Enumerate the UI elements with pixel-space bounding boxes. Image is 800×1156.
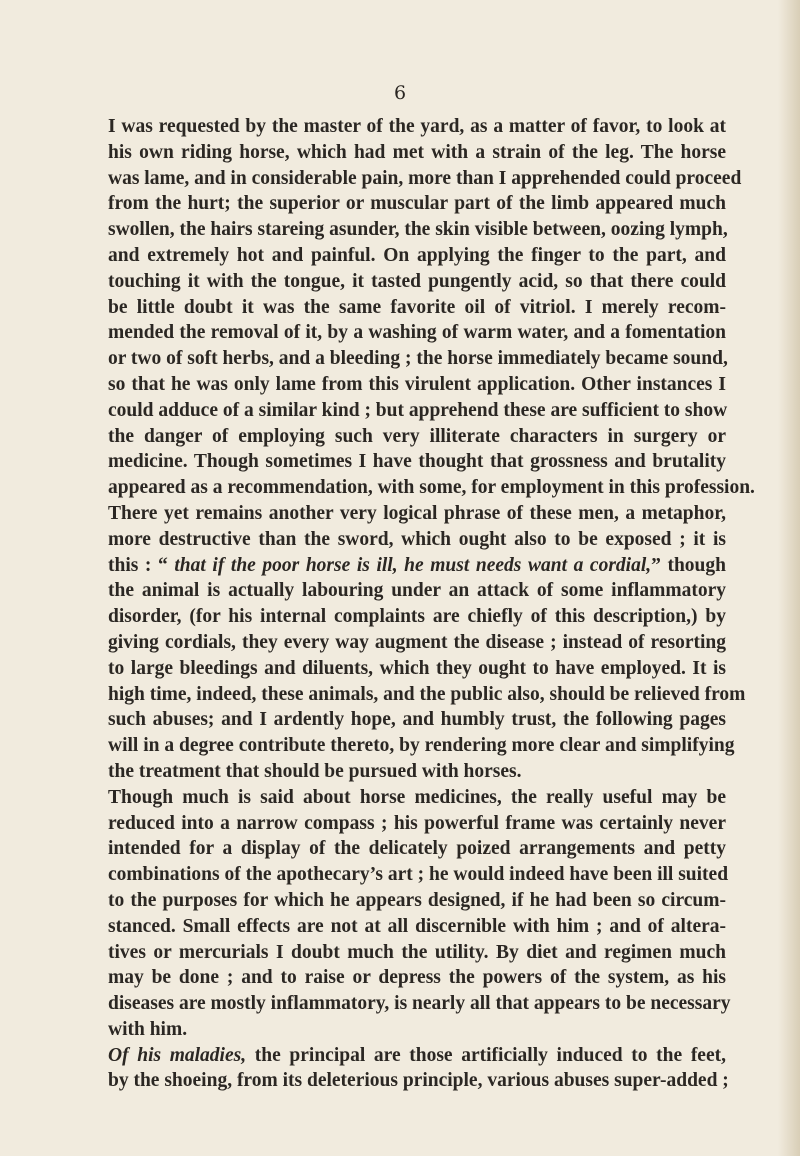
text-line	[108, 965, 726, 991]
text-segment: his own riding horse, which had met with a strain of the leg. The horse	[108, 141, 726, 163]
text-line	[108, 991, 731, 1017]
text-segment: the treatment that should be pursued with horses.	[108, 760, 522, 782]
text-segment: diseases are mostly inflammatory, is nearly all that appears to be necessary	[108, 993, 731, 1015]
text-segment: giving cordials, they every way augment the disease ; instead of resorting	[108, 631, 726, 653]
text-line	[108, 940, 726, 966]
text-line	[108, 682, 746, 708]
text-line	[108, 295, 726, 321]
body-text	[108, 114, 755, 1094]
text-segment: stanced. Small effects are not at all discernible with him ; and of altera-	[108, 915, 726, 937]
text-line	[108, 372, 726, 398]
text-segment: could adduce of a similar kind ; but apprehend these are sufficient to show	[108, 399, 728, 421]
text-line	[108, 1043, 726, 1069]
text-line	[108, 836, 726, 862]
text-segment: to large bleedings and diluents, which they ought to have employed. It is	[108, 657, 726, 679]
text-segment: medicine. Though sometimes I have thought that grossness and brutality	[108, 451, 726, 473]
text-line	[108, 1068, 729, 1094]
italic-text: Of his maladies,	[108, 1044, 247, 1066]
text-segment: reduced into a narrow compass ; his powerful frame was certainly never	[108, 812, 726, 834]
text-segment: swollen, the hairs stareing asunder, the skin visible between, oozing lymph,	[108, 219, 728, 241]
text-line	[108, 759, 726, 785]
page-edge-shadow	[778, 0, 800, 1156]
text-segment: high time, indeed, these animals, and the public also, should be relieved from	[108, 683, 746, 705]
italic-text: that if the poor horse is ill, he must needs want a cordial,	[174, 554, 652, 576]
text-segment: with him.	[108, 1018, 188, 1040]
text-line	[108, 527, 726, 553]
text-segment: disorder, (for his internal complaints are chiefly of this description,) by	[108, 606, 726, 628]
text-segment: more destructive than the sword, which ought also to be exposed ; it is	[108, 528, 726, 550]
text-line	[108, 578, 726, 604]
text-line	[108, 269, 726, 295]
text-line	[108, 604, 726, 630]
text-line	[108, 501, 726, 527]
text-segment: There yet remains another very logical phrase of these men, a metaphor,	[108, 502, 726, 524]
text-line	[108, 862, 729, 888]
text-line	[108, 191, 726, 217]
text-segment: ” though	[651, 554, 726, 576]
text-line	[108, 811, 726, 837]
text-segment: the animal is actually labouring under an attack of some inflammatory	[108, 580, 726, 602]
text-line	[108, 785, 726, 811]
text-line	[108, 320, 726, 346]
text-line	[108, 243, 726, 269]
text-segment: such abuses; and I ardently hope, and humbly trust, the following pages	[108, 709, 726, 731]
text-segment: the principal are those artificially induced to the feet,	[246, 1044, 726, 1066]
text-segment: intended for a display of the delicately poized arrangements and petty	[108, 838, 726, 860]
text-segment: mended the removal of it, by a washing of warm water, and a fomentation	[108, 322, 726, 344]
text-segment: combinations of the apothecary’s art ; he would indeed have been ill suited	[108, 864, 729, 886]
text-segment: I was requested by the master of the yard, as a matter of favor, to look at	[108, 116, 726, 137]
text-line	[108, 424, 726, 450]
text-segment: so that he was only lame from this virulent application. Other instances I	[108, 373, 726, 395]
text-line	[108, 1017, 726, 1043]
text-line	[108, 707, 726, 733]
text-line	[108, 398, 726, 424]
text-line	[108, 733, 735, 759]
text-segment: touching it with the tongue, it tasted pungently acid, so that there could	[108, 270, 726, 292]
text-line	[108, 166, 742, 192]
text-line	[108, 114, 726, 140]
text-line	[108, 475, 755, 501]
page-number: 6	[393, 82, 407, 104]
text-segment: may be done ; and to raise or depress the powers of the system, as his	[108, 967, 726, 989]
text-segment: and extremely hot and painful. On applying the finger to the part, and	[108, 244, 726, 266]
text-line	[108, 553, 726, 579]
text-segment: by the shoeing, from its deleterious principle, various abuses super-added ;	[108, 1070, 729, 1092]
text-segment: the danger of employing such very illiterate characters in surgery or	[108, 425, 726, 447]
text-line	[108, 888, 726, 914]
text-line	[108, 346, 726, 372]
text-segment: from the hurt; the superior or muscular part of the limb appeared much	[108, 193, 726, 215]
text-line	[108, 914, 726, 940]
text-segment: tives or mercurials I doubt much the utility. By diet and regimen much	[108, 941, 726, 963]
text-segment: will in a degree contribute thereto, by rendering more clear and simplifying	[108, 735, 735, 757]
text-segment: be little doubt it was the same favorite oil of vitriol. I merely recom-	[108, 296, 726, 318]
text-line	[108, 140, 726, 166]
text-segment: appeared as a recommendation, with some, for employment in this profession.	[108, 477, 755, 499]
text-segment: or two of soft herbs, and a bleeding ; the horse immediately became sound,	[108, 348, 728, 370]
text-segment: was lame, and in considerable pain, more than I apprehended could proceed	[108, 167, 742, 189]
text-line	[108, 449, 726, 475]
text-segment: to the purposes for which he appears designed, if he had been so circum-	[108, 889, 726, 911]
text-segment: Though much is said about horse medicines, the really useful may be	[108, 786, 726, 808]
text-segment: this : “	[108, 554, 175, 576]
text-line	[108, 630, 726, 656]
text-line	[108, 656, 726, 682]
text-line	[108, 217, 726, 243]
